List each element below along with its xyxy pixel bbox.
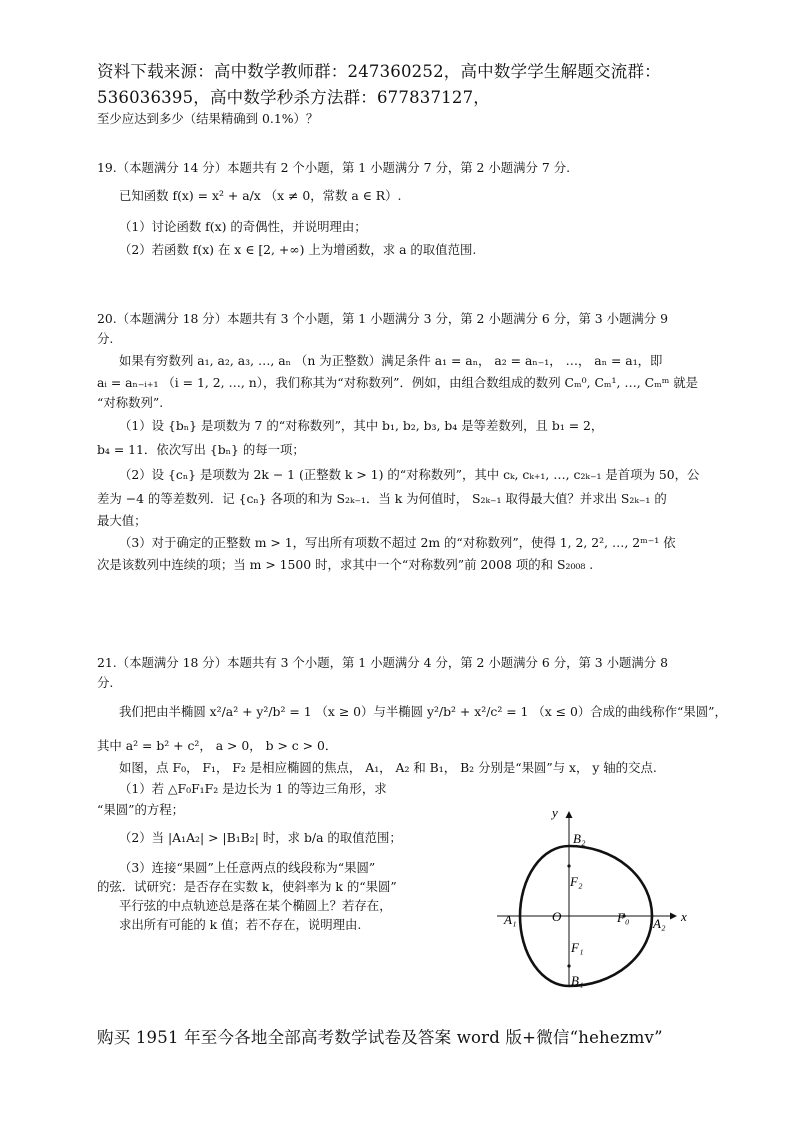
q20-part-1b: b₄ = 11．依次写出 {bₙ} 的每一项； bbox=[97, 442, 305, 457]
fruit-ellipse-figure bbox=[490, 800, 700, 990]
label-origin: O bbox=[552, 909, 562, 924]
q19-title: 19.（本题满分 14 分）本题共有 2 个小题，第 1 小题满分 7 分，第 2 小题满分 7 分. bbox=[97, 160, 571, 175]
footer-ad: 购买 1951 年至今各地全部高考数学试卷及答案 word 版+微信“hehezmv” bbox=[97, 1028, 663, 1047]
q21-part-3a: （3）连接“果圆”上任意两点的线段称为“果圆” bbox=[119, 860, 376, 875]
q20-part-2a: （2）设 {cₙ} 是项数为 2k − 1 (正整数 k > 1) 的“对称数列”，其中 cₖ, cₖ₊₁, …, c₂ₖ₋₁ 是首项为 50，公 bbox=[119, 467, 700, 482]
q20-part-3a: （3）对于确定的正整数 m > 1，写出所有项数不超过 2m 的“对称数列”，使得 1, 2, 2², …, 2ᵐ⁻¹ 依 bbox=[119, 535, 676, 550]
q21-part-3b: 的弦．试研究：是否存在实数 k，使斜率为 k 的“果圆” bbox=[97, 879, 397, 894]
q19-part-1: （1）讨论函数 f(x) 的奇偶性，并说明理由； bbox=[119, 219, 367, 234]
q20-part-2c: 最大值； bbox=[97, 513, 147, 528]
q20-part-2b: 差为 −4 的等差数列．记 {cₙ} 各项的和为 S₂ₖ₋₁．当 k 为何值时， S₂ₖ₋₁ 取得最大值？并求出 S₂ₖ₋₁ 的 bbox=[97, 491, 667, 506]
label-b1: B₁ bbox=[571, 973, 584, 988]
label-a1: A₁ bbox=[504, 912, 517, 927]
q21-title-1: 21.（本题满分 18 分）本题共有 3 个小题，第 1 小题满分 4 分，第 2 小题满分 6 分，第 3 小题满分 8 bbox=[97, 655, 669, 670]
q20-line-1: 如果有穷数列 a₁, a₂, a₃, …, aₙ （n 为正整数）满足条件 a₁ = aₙ， a₂ = aₙ₋₁， …， aₙ = a₁，即 bbox=[119, 353, 663, 368]
q21-line-1: 我们把由半椭圆 x²/a² + y²/b² = 1 （x ≥ 0）与半椭圆 y²/b² + x²/c² = 1 （x ≤ 0）合成的曲线称作“果圆”， bbox=[119, 704, 727, 719]
focus-f1-point bbox=[567, 964, 570, 967]
label-f2: F₂ bbox=[570, 874, 583, 889]
header-line-2: 536036395，高中数学秒杀方法群：677837127， bbox=[97, 88, 490, 107]
q20-line-2: aᵢ = aₙ₋ᵢ₊₁ （i = 1, 2, …, n），我们称其为“对称数列”．例如，由组合数组成的数列 Cₘ⁰, Cₘ¹, …, Cₘᵐ 就是 bbox=[97, 375, 699, 390]
label-y: y bbox=[552, 805, 558, 820]
q20-part-1a: （1）设 {bₙ} 是项数为 7 的“对称数列”，其中 b₁, b₂, b₃, b₄ 是等差数列，且 b₁ = 2， bbox=[119, 418, 604, 433]
q20-title-1: 20.（本题满分 18 分）本题共有 3 个小题，第 1 小题满分 3 分，第 2 小题满分 6 分，第 3 小题满分 9 bbox=[97, 311, 669, 326]
q20-line-3: “对称数列”. bbox=[97, 395, 164, 410]
q21-line-3: 如图，点 F₀， F₁， F₂ 是相应椭圆的焦点， A₁， A₂ 和 B₁， B₂ 分别是“果圆”与 x， y 轴的交点. bbox=[119, 760, 657, 775]
q20-part-3b: 次是该数列中连续的项；当 m > 1500 时，求其中一个“对称数列”前 2008 项的和 S₂₀₀₈ . bbox=[97, 557, 594, 572]
q21-line-2: 其中 a² = b² + c²， a > 0， b > c > 0． bbox=[97, 738, 338, 753]
label-x: x bbox=[681, 909, 687, 924]
header-line-1: 资料下载来源：高中数学教师群：247360252，高中数学学生解题交流群： bbox=[97, 62, 661, 81]
q19-given: 已知函数 f(x) = x² + a/x （x ≠ 0，常数 a ∈ R）. bbox=[119, 188, 402, 203]
q21-part-3c: 平行弦的中点轨迹总是落在某个椭圆上？若存在， bbox=[119, 898, 392, 913]
q21-part-1a: （1）若 △F₀F₁F₂ 是边长为 1 的等边三角形，求 bbox=[119, 781, 387, 796]
q21-part-3d: 求出所有可能的 k 值；若不存在，说明理由. bbox=[119, 917, 362, 932]
label-f0: F₀ bbox=[617, 910, 630, 925]
q21-title-2: 分. bbox=[97, 675, 114, 690]
q19-part-2: （2）若函数 f(x) 在 x ∈ [2, +∞) 上为增函数，求 a 的取值范围. bbox=[119, 242, 477, 257]
q21-part-1b: “果圆”的方程； bbox=[97, 802, 185, 817]
label-a2: A₂ bbox=[653, 916, 666, 931]
carryover-text: 至少应达到多少（结果精确到 0.1%）？ bbox=[97, 111, 319, 126]
q21-part-2: （2）当 |A₁A₂| > |B₁B₂| 时，求 b/a 的取值范围； bbox=[119, 830, 402, 845]
focus-f2-point bbox=[567, 864, 570, 867]
q20-title-2: 分. bbox=[97, 331, 114, 346]
label-b2: B₂ bbox=[573, 831, 586, 846]
label-f1: F₁ bbox=[571, 940, 584, 955]
